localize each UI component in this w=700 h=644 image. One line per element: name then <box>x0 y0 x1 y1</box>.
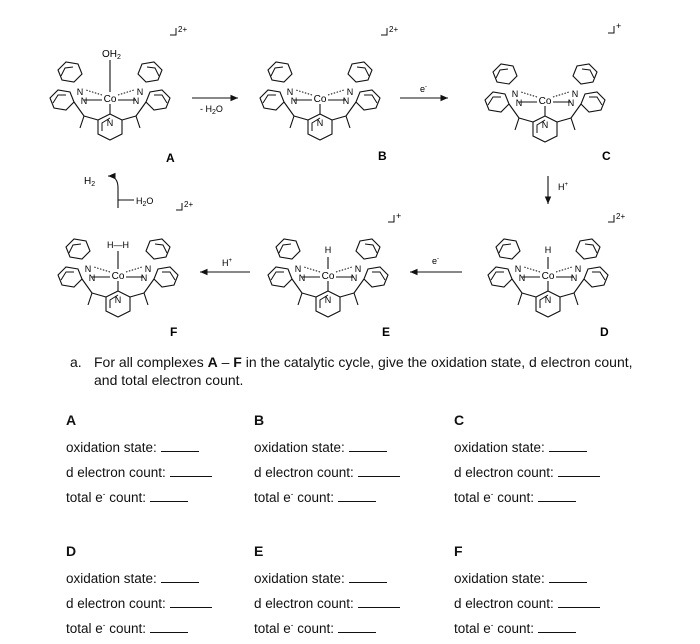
complex-f <box>58 239 178 317</box>
proton-label-1: H+ <box>558 182 569 192</box>
svg-text:N: N <box>571 89 579 99</box>
complex-b <box>260 62 380 140</box>
oxidation-state-blank[interactable] <box>349 570 387 583</box>
svg-text:N: N <box>106 118 114 128</box>
total-electron-row: total e- count: <box>254 620 376 636</box>
d-electron-blank[interactable] <box>558 595 600 608</box>
total-electron-blank[interactable] <box>150 489 188 502</box>
total-electron-row: total e- count: <box>66 620 188 636</box>
total-electron-blank[interactable] <box>538 489 576 502</box>
oxidation-state-blank[interactable] <box>161 570 199 583</box>
svg-text:N: N <box>76 87 84 97</box>
label-e: E <box>382 325 391 339</box>
svg-text:N: N <box>88 273 96 283</box>
oxidation-state-row: oxidation state: <box>254 439 387 455</box>
total-electron-blank[interactable] <box>150 620 188 633</box>
charge-b: 2+ <box>389 25 399 34</box>
electron-label-1: e- <box>420 84 428 94</box>
svg-text:N: N <box>136 87 144 97</box>
label-f: F <box>170 325 178 339</box>
svg-text:N: N <box>570 273 578 283</box>
proton-label-2: H+ <box>222 258 233 268</box>
svg-text:N: N <box>350 273 358 283</box>
total-electron-row: total e- count: <box>454 489 576 505</box>
label-a: A <box>166 151 175 165</box>
oxidation-state-blank[interactable] <box>549 570 587 583</box>
d-electron-row: d electron count: <box>66 595 212 611</box>
answer-heading: E <box>254 543 264 559</box>
complex-a <box>50 49 170 140</box>
d-electron-row: d electron count: <box>254 464 400 480</box>
oxidation-state-blank[interactable] <box>549 439 587 452</box>
electron-label-2: e- <box>432 256 440 266</box>
svg-text:N: N <box>290 96 298 106</box>
answer-heading: A <box>66 412 77 428</box>
loss-water-label: - $H_2O$ <box>200 104 223 116</box>
d-electron-row: d electron count: <box>454 595 600 611</box>
complex-d <box>488 239 608 317</box>
oxidation-state-row: oxidation state: <box>254 570 387 586</box>
answer-block-b <box>254 412 454 507</box>
svg-text:N: N <box>294 264 302 274</box>
svg-text:N: N <box>140 273 148 283</box>
total-electron-blank[interactable] <box>338 620 376 633</box>
d-electron-row: d electron count: <box>254 595 400 611</box>
oxidation-state-row: oxidation state: <box>454 570 587 586</box>
question-text: For all complexes A – F in the catalytic cycle, give the oxidation state, d electron count, and total electron count. <box>94 354 633 388</box>
svg-text:N: N <box>286 87 294 97</box>
complex-e <box>268 239 388 317</box>
d-electron-blank[interactable] <box>170 595 212 608</box>
svg-text:N: N <box>544 295 552 305</box>
answer-block-a <box>66 412 266 507</box>
svg-text:N: N <box>114 295 122 305</box>
svg-text:N: N <box>80 96 88 106</box>
answer-heading: F <box>454 543 463 559</box>
charge-f: 2+ <box>184 200 194 209</box>
d-electron-blank[interactable] <box>558 464 600 477</box>
svg-text:Co: Co <box>541 271 555 282</box>
answer-heading: B <box>254 412 265 428</box>
svg-text:N: N <box>541 120 549 130</box>
svg-text:N: N <box>132 96 140 106</box>
d-electron-blank[interactable] <box>358 464 400 477</box>
svg-text:N: N <box>354 264 362 274</box>
oxidation-state-blank[interactable] <box>349 439 387 452</box>
h2-release: $H_2$ <box>84 176 96 188</box>
charge-e: + <box>396 211 402 221</box>
charge-d: 2+ <box>616 212 626 221</box>
oxidation-state-row: oxidation state: <box>454 439 587 455</box>
cobalt-label: Co <box>103 94 117 105</box>
answer-heading: C <box>454 412 465 428</box>
svg-text:N: N <box>515 98 523 108</box>
d-electron-blank[interactable] <box>358 595 400 608</box>
total-electron-row: total e- count: <box>254 489 376 505</box>
total-electron-row: total e- count: <box>66 489 188 505</box>
svg-text:Co: Co <box>111 271 125 282</box>
svg-text:N: N <box>316 118 324 128</box>
question-number: a. <box>70 354 82 370</box>
charge-a: 2+ <box>178 25 188 34</box>
d-electron-blank[interactable] <box>170 464 212 477</box>
label-b: B <box>378 149 387 163</box>
svg-text:N: N <box>574 264 582 274</box>
answer-heading: D <box>66 543 77 559</box>
total-electron-blank[interactable] <box>538 620 576 633</box>
oxidation-state-row: oxidation state: <box>66 570 199 586</box>
svg-text:Co: Co <box>321 271 335 282</box>
answer-block-e <box>254 543 454 638</box>
total-electron-row: total e- count: <box>454 620 576 636</box>
hydride-d: H <box>544 245 552 255</box>
oxidation-state-blank[interactable] <box>161 439 199 452</box>
dihydrogen-ligand: H—H <box>107 240 129 250</box>
svg-text:N: N <box>324 295 332 305</box>
label-d: D <box>600 325 609 339</box>
svg-text:N: N <box>518 273 526 283</box>
svg-text:N: N <box>342 96 350 106</box>
d-electron-row: d electron count: <box>454 464 600 480</box>
d-electron-row: d electron count: <box>66 464 212 480</box>
svg-text:N: N <box>84 264 92 274</box>
answer-block-f <box>454 543 654 638</box>
svg-text:N: N <box>511 89 519 99</box>
label-c: C <box>602 149 611 163</box>
total-electron-blank[interactable] <box>338 489 376 502</box>
svg-text:N: N <box>144 264 152 274</box>
charge-c: + <box>616 21 622 31</box>
hydride-e: H <box>324 245 332 255</box>
arrow-f-to-a <box>108 176 134 208</box>
svg-text:N: N <box>298 273 306 283</box>
svg-text:N: N <box>514 264 522 274</box>
water-in: $H_2O$ <box>136 196 154 208</box>
oxidation-state-row: oxidation state: <box>66 439 199 455</box>
answer-block-c <box>454 412 654 507</box>
svg-text:Co: Co <box>538 96 552 107</box>
svg-text:N: N <box>567 98 575 108</box>
answer-block-d <box>66 543 266 638</box>
complex-c <box>485 64 605 142</box>
svg-text:Co: Co <box>313 94 327 105</box>
water-ligand: $OH_2$ <box>102 49 121 61</box>
svg-text:N: N <box>346 87 354 97</box>
